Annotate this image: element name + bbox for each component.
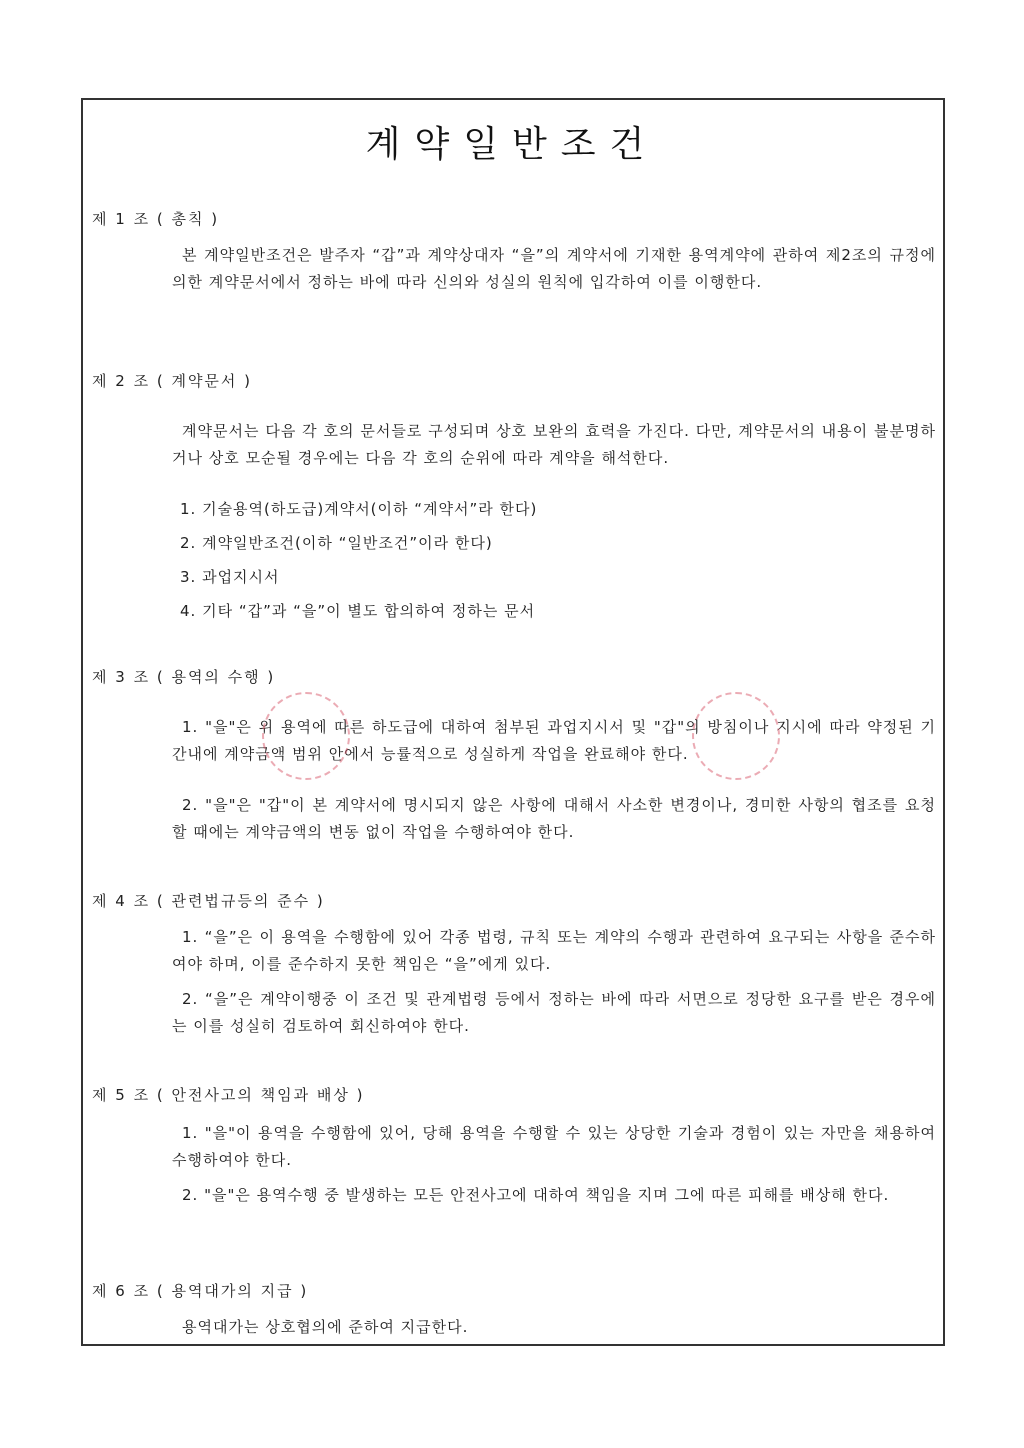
article-1-paragraph: 본 계약일반조건은 발주자 “갑”과 계약상대자 “을”의 계약서에 기재한 용역계약에 관하여 제2조의 규정에 의한 계약문서에서 정하는 바에 따라 신의와 성실의 원칙에 입각하여 이를 이행한다. <box>172 246 936 291</box>
article-4-heading: 제 4 조 ( 관련법규등의 준수 ) <box>92 892 325 910</box>
article-5-paragraph-1: 1. "을"이 용역을 수행함에 있어, 당해 용역을 수행할 수 있는 상당한 기술과 경험이 있는 자만을 채용하여 수행하여야 한다. <box>172 1124 936 1169</box>
article-1-heading: 제 1 조 ( 총칙 ) <box>92 210 220 228</box>
article-2-paragraph: 계약문서는 다음 각 호의 문서들로 구성되며 상호 보완의 효력을 가진다. 다만, 계약문서의 내용이 불분명하거나 상호 모순될 경우에는 다음 각 호의 순위에 따라 계약을 해석한다. <box>172 422 936 467</box>
article-6-paragraph: 용역대가는 상호협의에 준하여 지급한다. <box>182 1318 469 1336</box>
article-2-heading: 제 2 조 ( 계약문서 ) <box>92 372 253 390</box>
article-2-item-1: 1. 기술용역(하도급)계약서(이하 “계약서”라 한다) <box>180 500 538 518</box>
article-4-paragraph-2: 2. “을”은 계약이행중 이 조건 및 관계법령 등에서 정하는 바에 따라 서면으로 정당한 요구를 받은 경우에는 이를 성실히 검토하여 회신하여야 한다. <box>172 990 936 1035</box>
seal-stamp <box>692 692 780 780</box>
article-3-heading: 제 3 조 ( 용역의 수행 ) <box>92 668 276 686</box>
document-title: 계약일반조건 <box>365 124 659 165</box>
article-2-item-4: 4. 기타 “갑”과 “을”이 별도 합의하여 정하는 문서 <box>180 602 536 620</box>
article-2-item-3: 3. 과업지시서 <box>180 568 280 586</box>
article-3-paragraph-2: 2. "을"은 "갑"이 본 계약서에 명시되지 않은 사항에 대해서 사소한 변경이나, 경미한 사항의 협조를 요청할 때에는 계약금액의 변동 없이 작업을 수행하여야 한다. <box>172 796 936 841</box>
article-6-heading: 제 6 조 ( 용역대가의 지급 ) <box>92 1282 309 1300</box>
article-3-paragraph-1: 1. "을"은 위 용역에 따른 하도급에 대하여 첨부된 과업지시서 및 "갑"의 방침이나 지시에 따라 약정된 기간내에 계약금액 범위 안에서 능률적으로 성실하게 작업을 완료해야 한다. <box>172 718 936 763</box>
article-4-paragraph-1: 1. “을”은 이 용역을 수행함에 있어 각종 법령, 규칙 또는 계약의 수행과 관련하여 요구되는 사항을 준수하여야 하며, 이를 준수하지 못한 책임은 “을”에게 있다. <box>172 928 936 973</box>
seal-stamp <box>262 692 350 780</box>
article-5-paragraph-2: 2. "을"은 용역수행 중 발생하는 모든 안전사고에 대하여 책임을 지며 그에 따른 피해를 배상해 한다. <box>182 1186 890 1204</box>
article-5-heading: 제 5 조 ( 안전사고의 책임과 배상 ) <box>92 1086 365 1104</box>
article-2-item-2: 2. 계약일반조건(이하 “일반조건”이라 한다) <box>180 534 493 552</box>
